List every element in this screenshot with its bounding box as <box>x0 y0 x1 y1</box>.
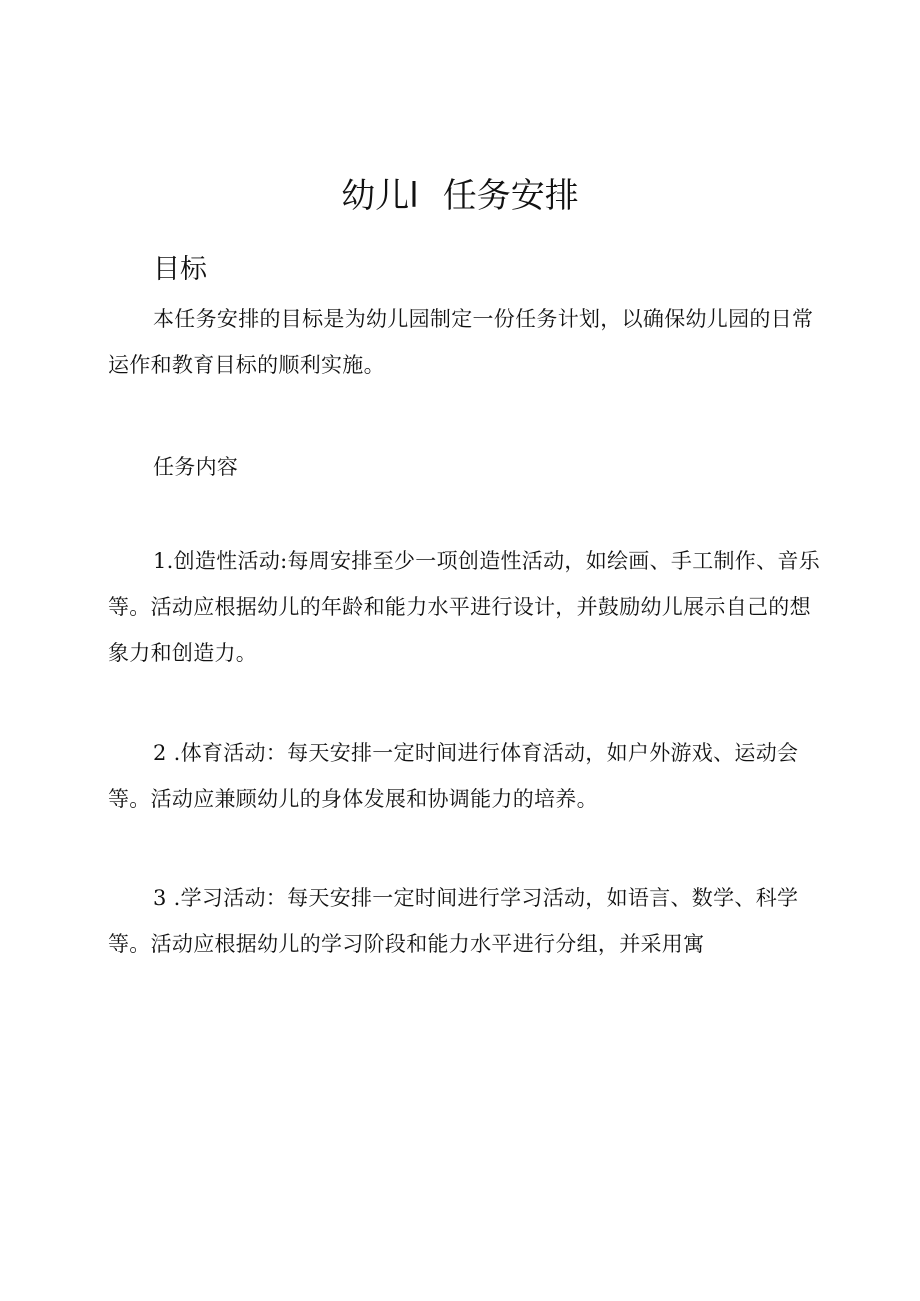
title-mark: l <box>409 176 419 216</box>
section-heading: 任务内容 <box>153 455 239 479</box>
title-part-2: 任务安排 <box>442 176 579 216</box>
title-part-1: 幼儿 <box>341 176 410 216</box>
list-item: 2 .体育活动：每天安排一定时间进行体育活动，如户外游戏、运动会等。活动应兼顾幼儿的身体发展和协调能力的培养。 <box>108 741 799 811</box>
document-title <box>0 172 920 220</box>
list-item: 3 .学习活动：每天安排一定时间进行学习活动，如语言、数学、科学等。活动应根据幼儿的学习阶段和能力水平进行分组，并采用寓 <box>108 886 799 956</box>
list-item: 1.创造性活动:每周安排至少一项创造性活动，如绘画、手工制作、音乐等。活动应根据幼儿的年龄和能力水平进行设计，并鼓励幼儿展示自己的想象力和创造力。 <box>108 549 821 665</box>
goal-heading: 目标 <box>153 254 207 285</box>
goal-paragraph: 本任务安排的目标是为幼儿园制定一份任务计划，以确保幼儿园的日常运作和教育目标的顺利实施。 <box>108 307 814 377</box>
